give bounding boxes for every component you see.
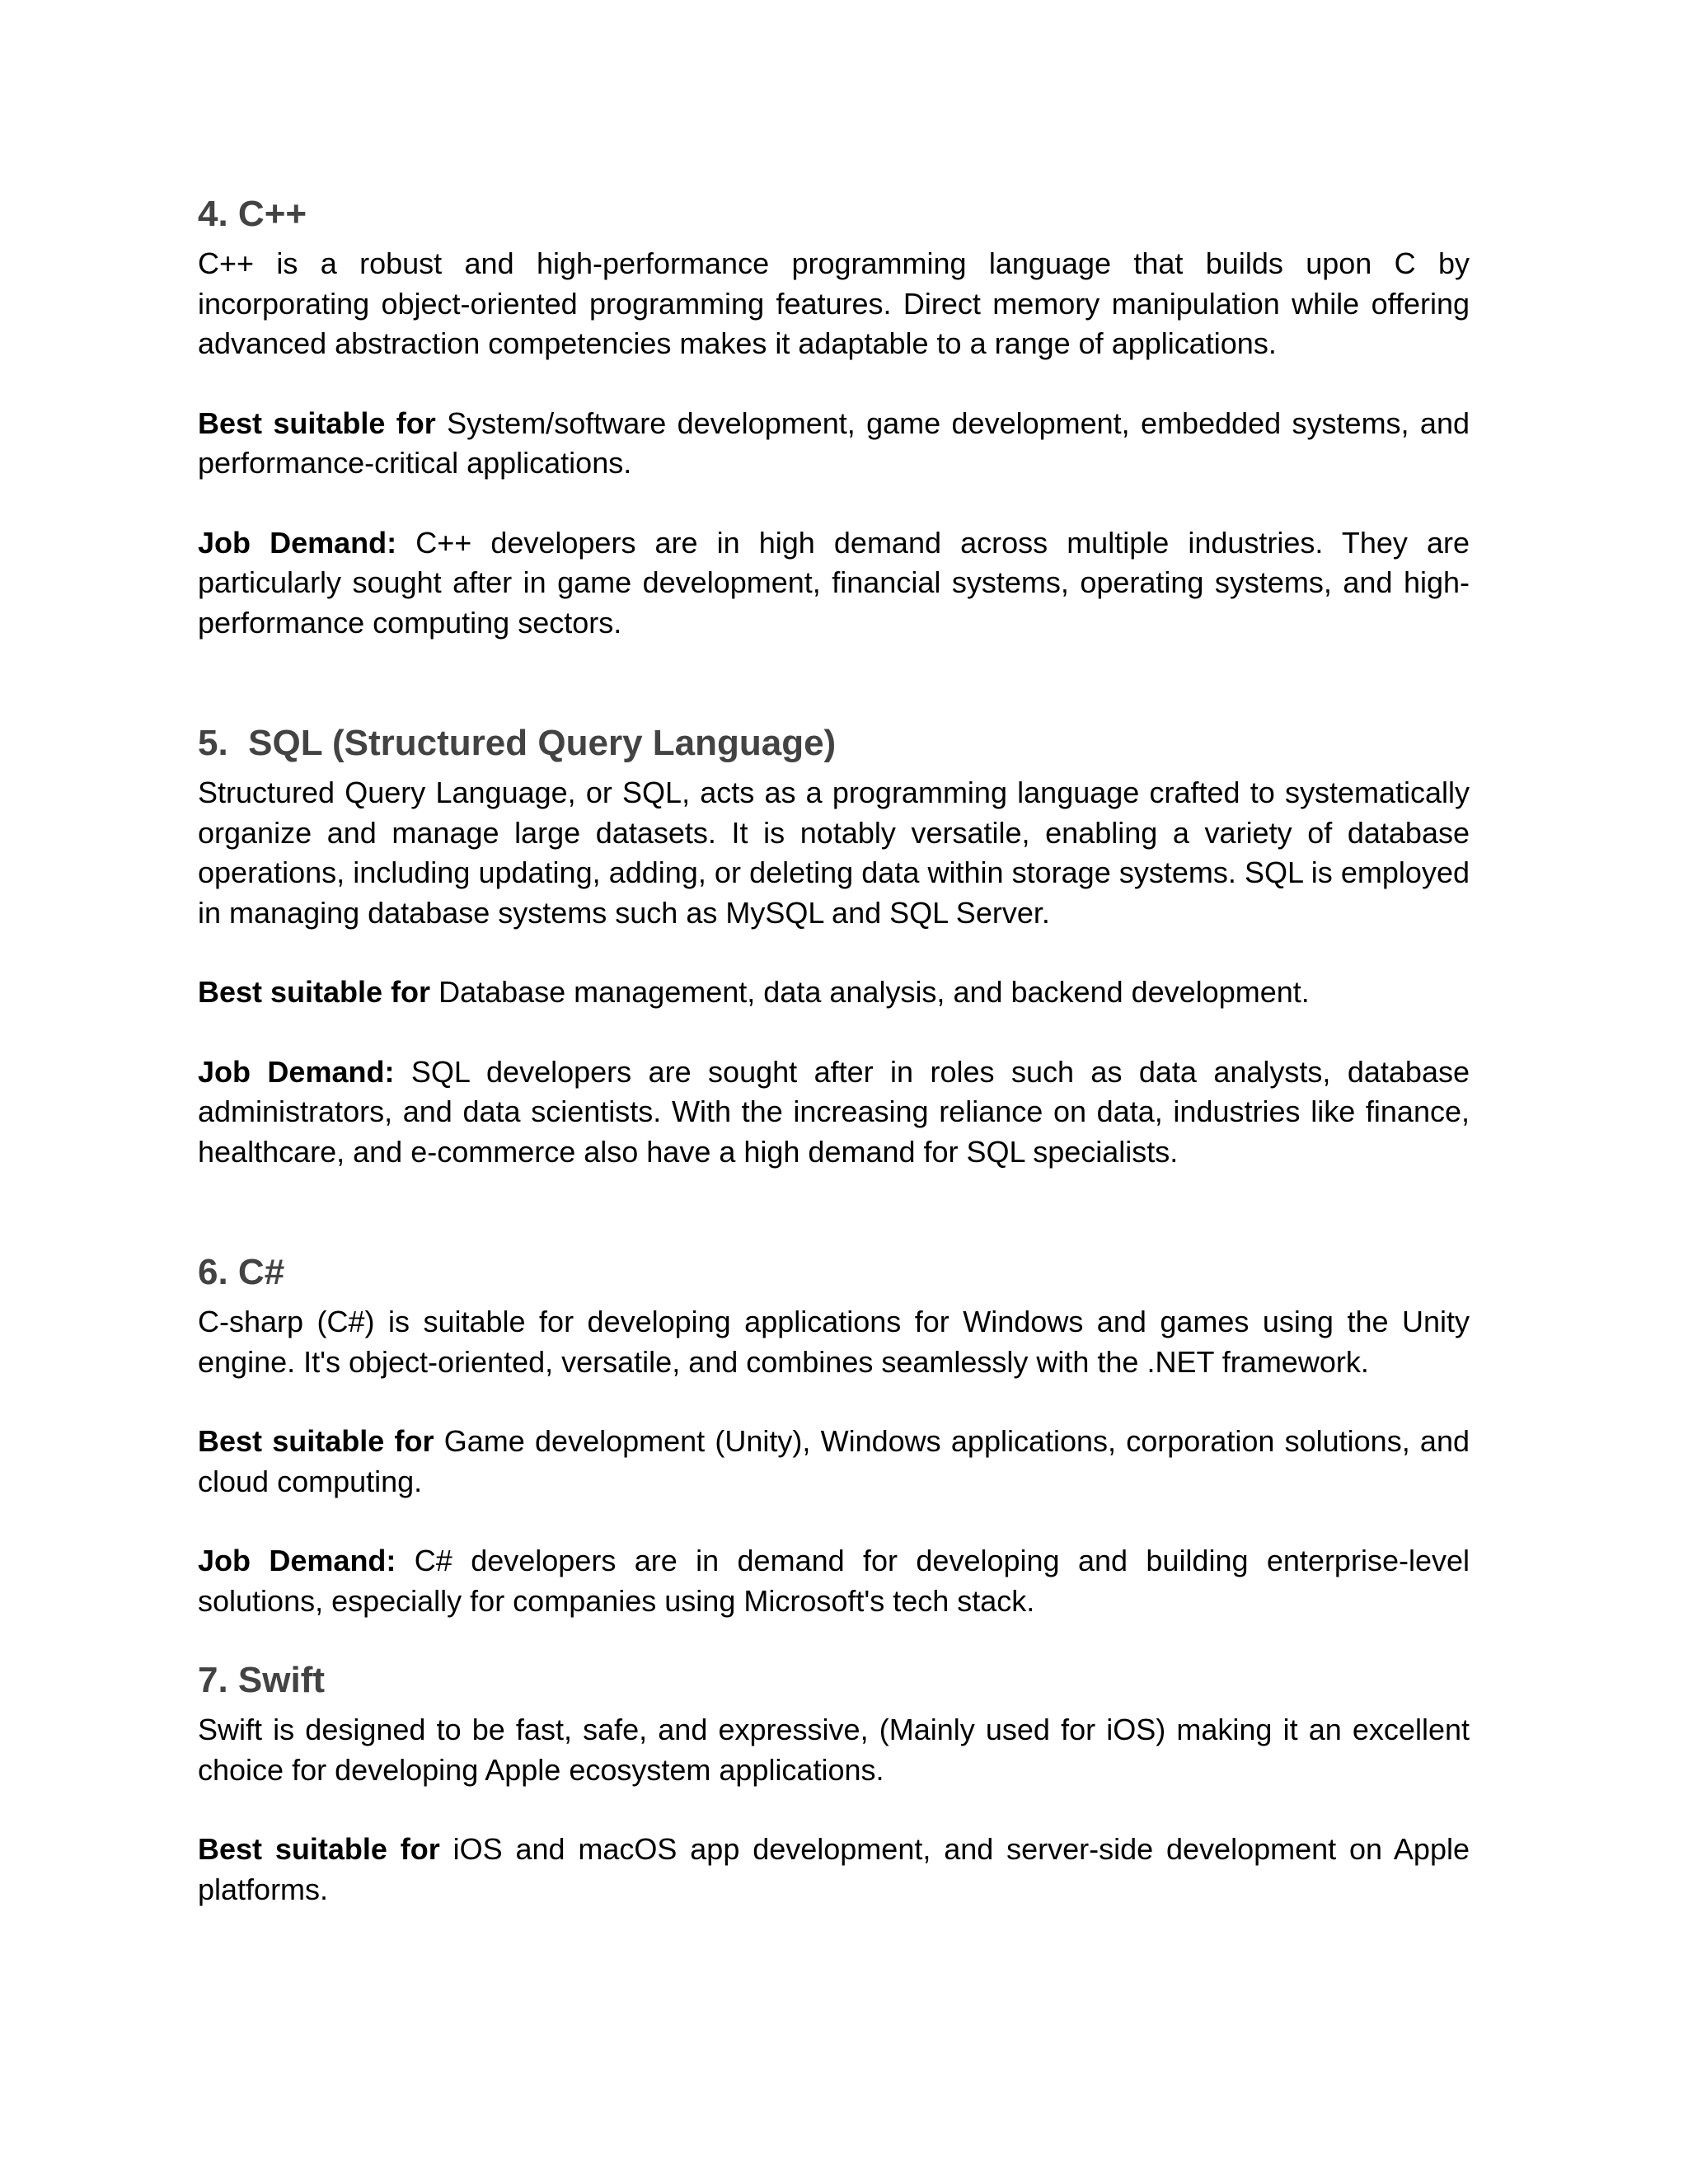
best-suitable-label: Best suitable for: [198, 1832, 440, 1866]
job-demand-label: Job Demand:: [198, 525, 397, 560]
section-csharp: [198, 1249, 1470, 1621]
best-suitable-paragraph: [198, 1422, 1470, 1502]
section-description: C-sharp (C#) is suitable for developing applications for Windows and games using the Unity engine. It's object-oriented, versatile, and combines seamlessly with the .NET framework.: [198, 1305, 1470, 1379]
job-demand-text: SQL developers are sought after in roles such as data analysts, database administrators, and data scientists. With the increasing reliance on data, industries like finance, healthcare, and e-commerce also have a high demand for SQL specialists.: [198, 1054, 1470, 1169]
section-heading: 6. C#: [198, 1252, 285, 1292]
best-suitable-paragraph: [198, 404, 1470, 484]
job-demand-paragraph: [198, 523, 1470, 644]
best-suitable-label: Best suitable for: [198, 1424, 434, 1458]
best-suitable-text: iOS and macOS app development, and server-side development on Apple platforms.: [198, 1832, 1470, 1906]
best-suitable-text: Database management, data analysis, and backend development.: [430, 975, 1310, 1009]
job-demand-text: C++ developers are in high demand across multiple industries. They are particularly sought after in game development, financial systems, operating systems, and high-performance computing sectors.: [198, 525, 1470, 640]
section-description: C++ is a robust and high-performance programming language that builds upon C by incorporating object-oriented programming features. Direct memory manipulation while offering advanced abstraction competencies makes it adaptable to a range of applications.: [198, 246, 1470, 360]
best-suitable-label: Best suitable for: [198, 975, 431, 1009]
section-sql: [198, 720, 1470, 1172]
document-page: [198, 191, 1470, 1910]
section-description: Structured Query Language, or SQL, acts as a programming language crafted to systematically organize and manage large datasets. It is notably versatile, enabling a variety of database operations, including updating, adding, or deleting data within storage systems. SQL is employed in managing database systems such as MySQL and SQL Server.: [198, 776, 1470, 930]
section-heading: 4. C++: [198, 194, 307, 234]
section-cpp: [198, 191, 1470, 643]
best-suitable-paragraph: [198, 972, 1470, 1013]
section-heading: 7. Swift: [198, 1660, 326, 1700]
best-suitable-paragraph: [198, 1830, 1470, 1910]
best-suitable-label: Best suitable for: [198, 405, 436, 440]
job-demand-label: Job Demand:: [198, 1544, 396, 1577]
job-demand-paragraph: [198, 1052, 1470, 1173]
section-description: Swift is designed to be fast, safe, and expressive, (Mainly used for iOS) making it an excellent choice for developing Apple ecosystem applications.: [198, 1713, 1470, 1787]
best-suitable-text: System/software development, game development, embedded systems, and performance-critical applications.: [198, 405, 1470, 480]
section-swift: [198, 1657, 1470, 1910]
job-demand-label: Job Demand:: [198, 1054, 395, 1089]
best-suitable-text: Game development (Unity), Windows applications, corporation solutions, and cloud computing.: [198, 1424, 1470, 1498]
job-demand-text: C# developers are in demand for developing and building enterprise-level solutions, especially for companies using Microsoft's tech stack.: [198, 1544, 1470, 1618]
job-demand-paragraph: [198, 1541, 1470, 1621]
section-heading: 5. SQL (Structured Query Language): [198, 723, 837, 763]
